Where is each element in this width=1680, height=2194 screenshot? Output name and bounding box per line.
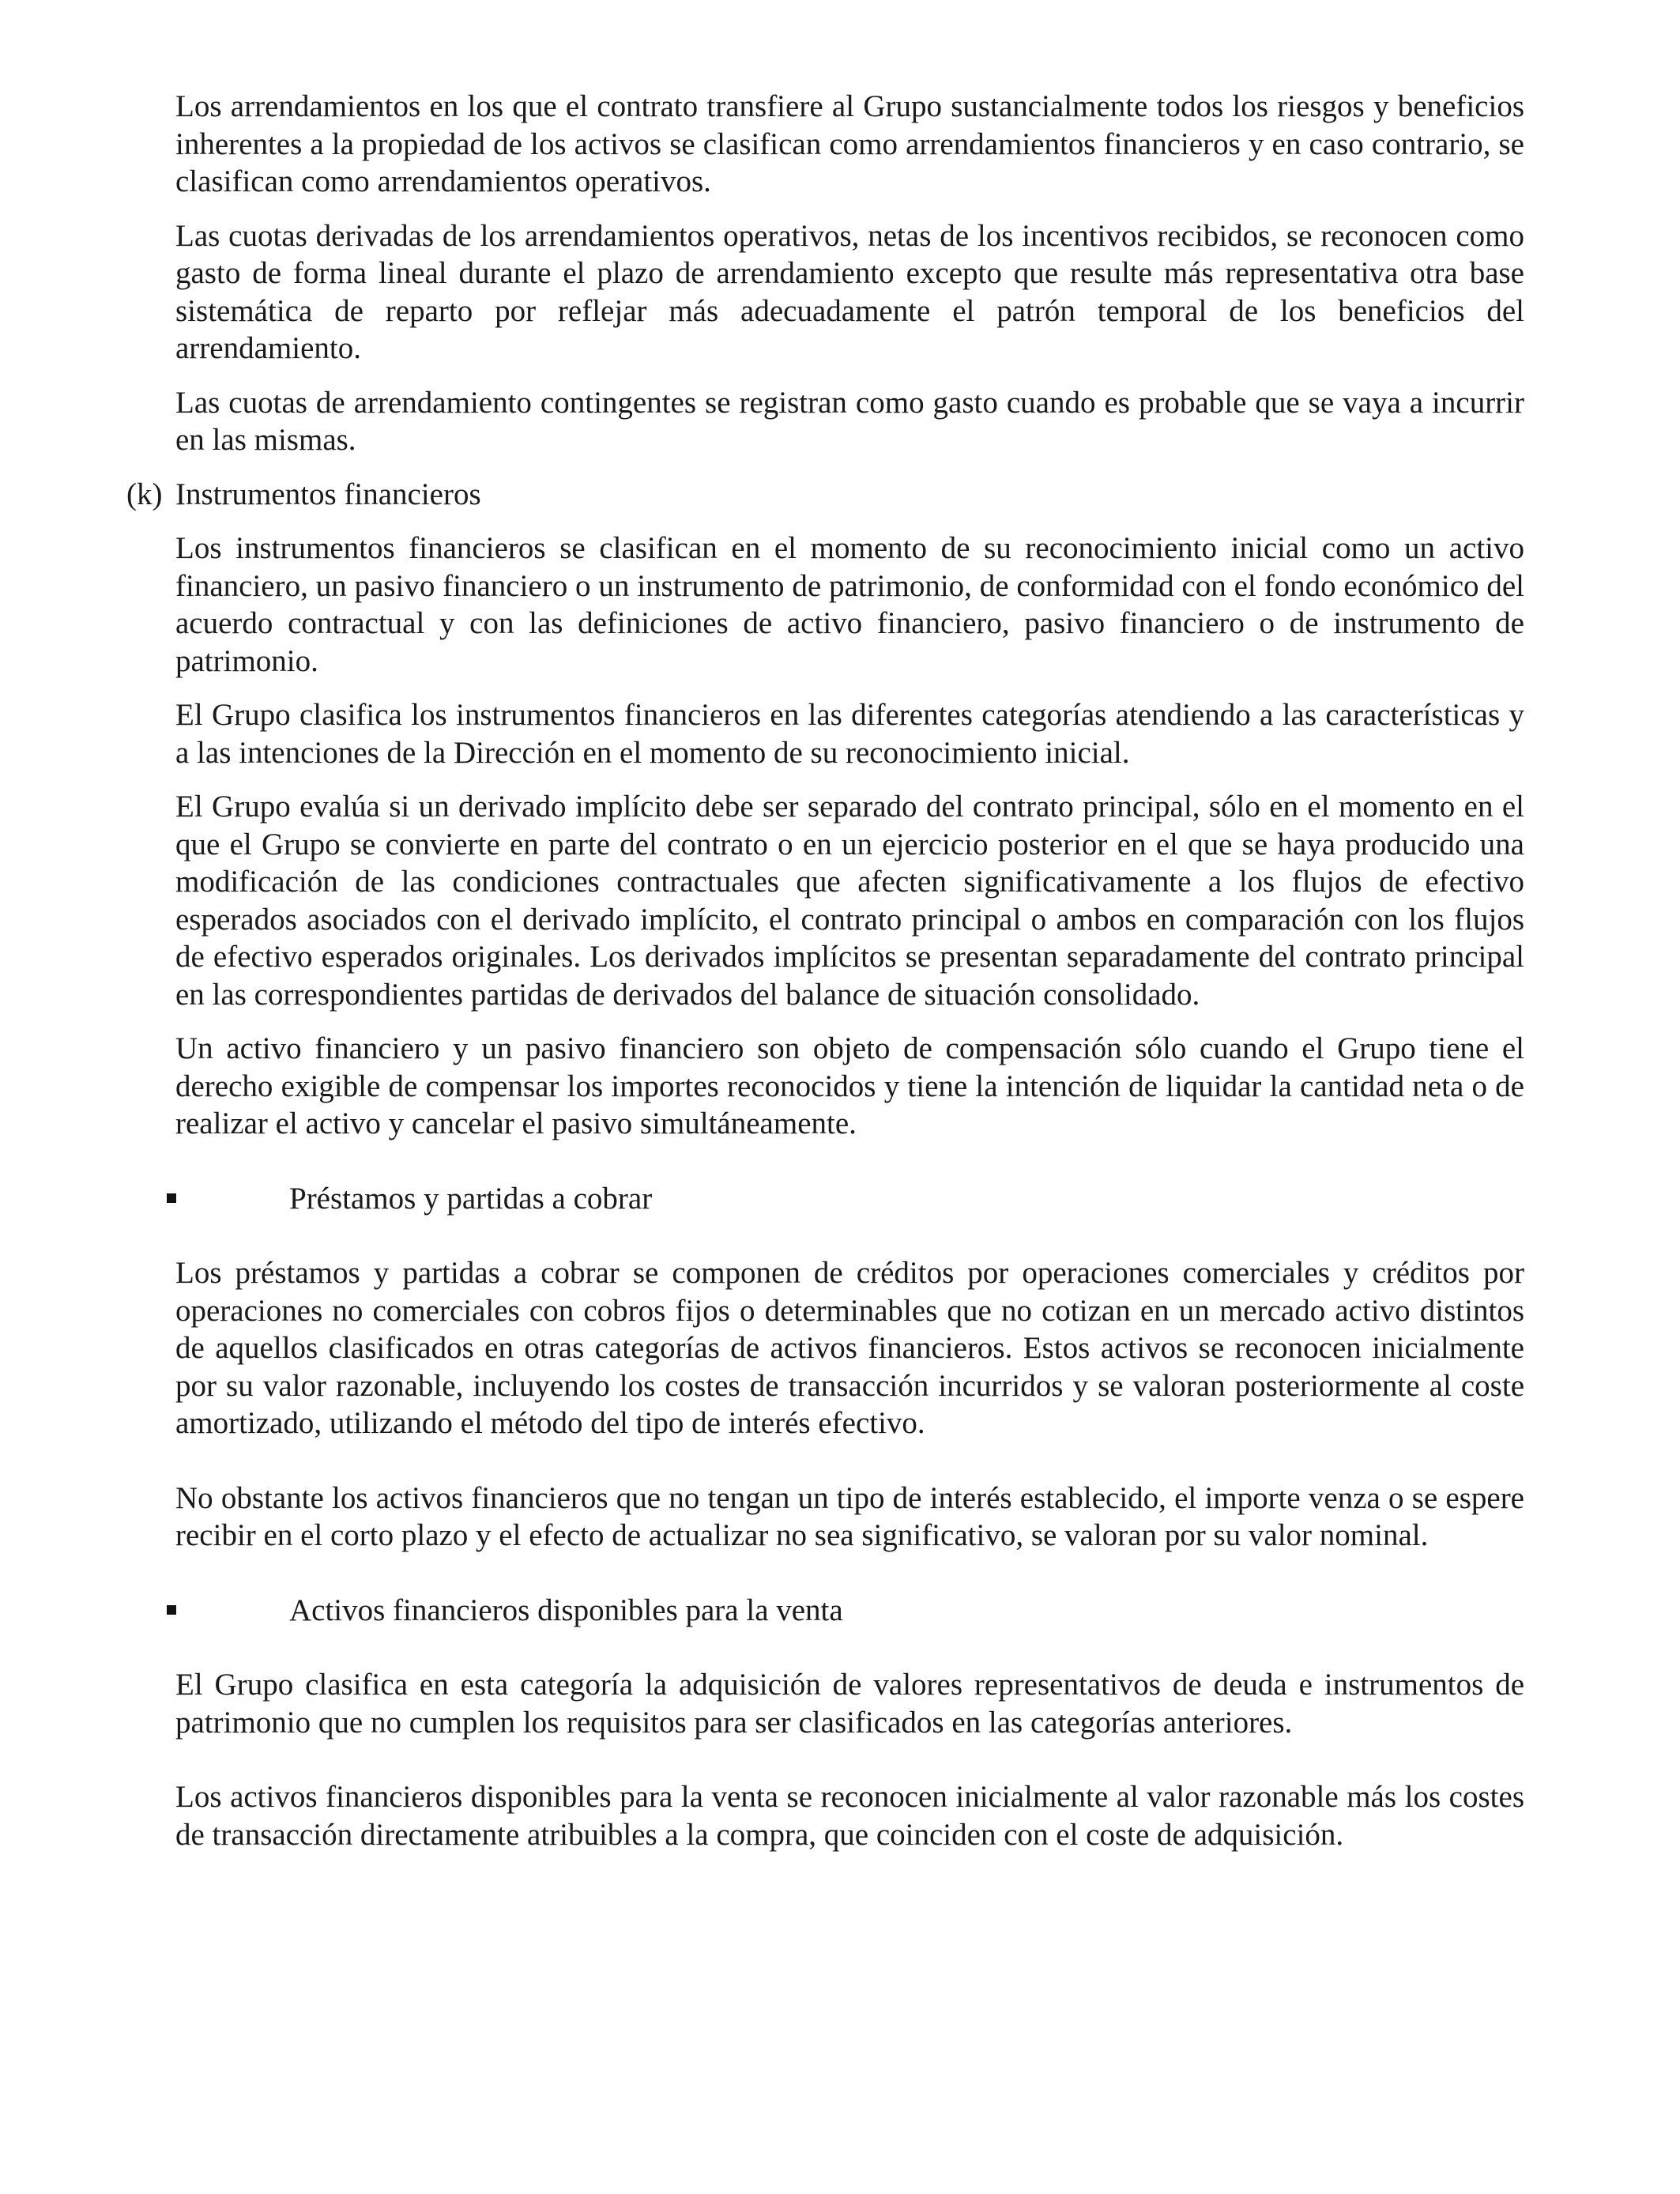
bullet-heading-available-for-sale-label: Activos financieros disponibles para la venta xyxy=(289,1593,843,1627)
bullet-heading-loans-label: Préstamos y partidas a cobrar xyxy=(289,1181,653,1216)
square-bullet-icon xyxy=(167,1605,176,1615)
contingent-lease-paragraph: Las cuotas de arrendamiento contingentes se registran como gasto cuando es probable que se vaya a incurrir en las mismas. xyxy=(175,385,1524,457)
operating-lease-paragraph: Las cuotas derivadas de los arrendamientos operativos, netas de los incentivos recibidos, se reconocen como gasto de forma lineal durante el plazo de arrendamiento excepto que resulte más representativa otra base sistemática de reparto por reflejar más adecuadamente el patrón temporal de los beneficios del arrendamiento. xyxy=(175,218,1524,365)
page-body xyxy=(126,88,1524,1853)
loans-definition-paragraph: Los préstamos y partidas a cobrar se componen de créditos por operaciones comerciales y créditos por operaciones no comerciales con cobros fijos o determinables que no cotizan en un mercado activo distintos de aquellos clasificados en otras categorías de activos financieros. Estos activos se reconocen inicialmente por su valor razonable, incluyendo los costes de transacción incurridos y se valoran posteriormente al coste amortizado, utilizando el método del tipo de interés efectivo. xyxy=(175,1256,1524,1440)
section-title: Instrumentos financieros xyxy=(175,477,481,511)
section-heading-k xyxy=(126,476,1524,514)
square-bullet-icon xyxy=(167,1193,176,1203)
lease-classification-paragraph: Los arrendamientos en los que el contrato transfiere al Grupo sustancialmente todos los riesgos y beneficios inherentes a la propiedad de los activos se clasifican como arrendamientos financieros y en caso contrario, se clasifican como arrendamientos operativos. xyxy=(175,89,1524,198)
loans-nominal-value-paragraph: No obstante los activos financieros que no tengan un tipo de interés establecido, el importe venza o se espere recibir en el corto plazo y el efecto de actualizar no sea significativo, se valoran por su valor nominal. xyxy=(175,1480,1524,1552)
offsetting-paragraph: Un activo financiero y un pasivo financiero son objeto de compensación sólo cuando el Grupo tiene el derecho exigible de compensar los importes reconocidos y tiene la intención de liquidar la cantidad neta o de realizar el activo y cancelar el pasivo simultáneamente. xyxy=(175,1031,1524,1140)
instruments-categories-paragraph: El Grupo clasifica los instrumentos financieros en las diferentes categorías atendiendo a las características y a las intenciones de la Dirección en el momento de su reconocimiento inicial. xyxy=(175,698,1524,770)
afs-classification-paragraph: El Grupo clasifica en esta categoría la adquisición de valores representativos de deuda e instrumentos de patrimonio que no cumplen los requisitos para ser clasificados en las categorías anteriores. xyxy=(175,1668,1524,1740)
section-marker: (k) xyxy=(126,477,163,511)
embedded-derivative-paragraph: El Grupo evalúa si un derivado implícito debe ser separado del contrato principal, sólo en el momento en el que el Grupo se convierte en parte del contrato o en un ejercicio posterior en el que se haya producido una modificación de las condiciones contractuales que afecten significativamente a los flujos de efectivo esperados asociados con el derivado implícito, el contrato principal o ambos en comparación con los flujos de efectivo esperados originales. Los derivados implícitos se presentan separadamente del contrato principal en las correspondientes partidas de derivados del balance de situación consolidado. xyxy=(175,790,1524,1012)
bullet-heading-available-for-sale xyxy=(175,1592,1524,1630)
instruments-classification-paragraph: Los instrumentos financieros se clasifican en el momento de su reconocimiento inicial como un activo financiero, un pasivo financiero o un instrumento de patrimonio, de conformidad con el fondo económico del acuerdo contractual y con las definiciones de activo financiero, pasivo financiero o de instrumento de patrimonio. xyxy=(175,531,1524,678)
bullet-heading-loans xyxy=(175,1180,1524,1218)
afs-recognition-paragraph: Los activos financieros disponibles para la venta se reconocen inicialmente al valor razonable más los costes de transacción directamente atribuibles a la compra, que coinciden con el coste de adquisición. xyxy=(175,1780,1524,1852)
